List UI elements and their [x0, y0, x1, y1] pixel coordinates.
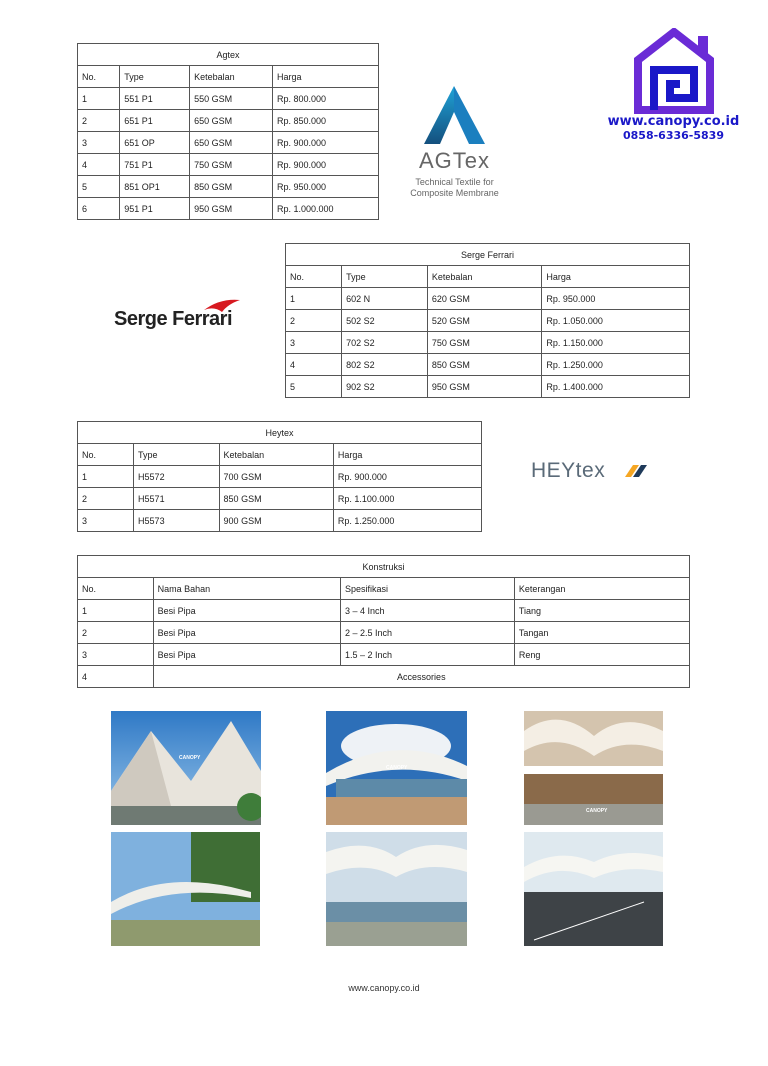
- table-cell: Besi Pipa: [153, 622, 340, 644]
- column-header: Type: [134, 444, 220, 466]
- agtex-logo: [392, 82, 517, 202]
- table-cell: 850 GSM: [427, 354, 542, 376]
- column-header: Ketebalan: [219, 444, 333, 466]
- table-cell: 750 GSM: [427, 332, 542, 354]
- table-cell: 1: [78, 466, 134, 488]
- agtex-triangle-icon: [392, 82, 517, 150]
- table-cell: 802 S2: [342, 354, 428, 376]
- table-cell: 2 – 2.5 Inch: [340, 622, 514, 644]
- table-cell: Besi Pipa: [153, 644, 340, 666]
- table-cell: 651 OP: [120, 132, 190, 154]
- table-cell: 3: [78, 644, 154, 666]
- column-header: No.: [286, 266, 342, 288]
- table-cell: Tangan: [514, 622, 689, 644]
- table-cell: 951 P1: [120, 198, 190, 220]
- agtex-logo-tagline-1: Technical Textile for: [415, 177, 494, 187]
- column-header: Type: [342, 266, 428, 288]
- brand-website[interactable]: www.canopy.co.id: [607, 114, 740, 129]
- agtex-logo-name: AGTex: [418, 148, 491, 173]
- column-header: No.: [78, 578, 154, 600]
- table-cell: 751 P1: [120, 154, 190, 176]
- table-row: [78, 466, 482, 488]
- table-cell: Rp. 900.000: [272, 154, 378, 176]
- table-header-row: [78, 66, 379, 88]
- table-title: Serge Ferrari: [286, 244, 690, 266]
- column-header: Harga: [542, 266, 690, 288]
- serge-ferrari-logo: [112, 296, 242, 336]
- column-header: No.: [78, 444, 134, 466]
- table-header-row: [78, 444, 482, 466]
- table-row: [78, 154, 379, 176]
- table-cell: Tiang: [514, 600, 689, 622]
- table-cell: 1: [78, 600, 154, 622]
- table-cell: 900 GSM: [219, 510, 333, 532]
- konstruksi-table: [77, 555, 690, 688]
- table-row: [78, 600, 690, 622]
- table-cell: Rp. 850.000: [272, 110, 378, 132]
- table-cell: 6: [78, 198, 120, 220]
- serge-logo-name: Serge Ferrari: [114, 308, 233, 330]
- table-cell: 850 GSM: [190, 176, 273, 198]
- table-cell: Rp. 800.000: [272, 88, 378, 110]
- table-cell: H5572: [134, 466, 220, 488]
- table-cell: 2: [286, 310, 342, 332]
- table-row: [286, 332, 690, 354]
- table-cell: 4: [78, 666, 154, 688]
- heytex-stripes-icon: [619, 461, 649, 481]
- column-header: Spesifikasi: [340, 578, 514, 600]
- table-cell: 700 GSM: [219, 466, 333, 488]
- column-header: Type: [120, 66, 190, 88]
- canopy-photo-3: [524, 711, 663, 825]
- table-cell: 550 GSM: [190, 88, 273, 110]
- canopy-photo-6: [524, 832, 663, 946]
- canopy-photo-5: [326, 832, 467, 946]
- table-cell: 502 S2: [342, 310, 428, 332]
- table-cell: 650 GSM: [190, 110, 273, 132]
- table-cell: Rp. 1.250.000: [333, 510, 481, 532]
- table-row: [78, 488, 482, 510]
- table-cell: 5: [286, 376, 342, 398]
- table-cell: 850 GSM: [219, 488, 333, 510]
- watermark: CANOPY: [179, 755, 201, 761]
- table-row: [78, 666, 690, 688]
- canopy-logo: [606, 28, 741, 146]
- watermark: CANOPY: [386, 765, 408, 771]
- table-cell: 2: [78, 488, 134, 510]
- heytex-price-table: [77, 421, 482, 532]
- table-cell: 750 GSM: [190, 154, 273, 176]
- table-cell: Rp. 1.400.000: [542, 376, 690, 398]
- table-header-row: [286, 266, 690, 288]
- heytex-logo-name: HEYtex: [531, 459, 606, 482]
- brand-phone: 0858-6336-5839: [623, 129, 724, 142]
- table-row: [78, 132, 379, 154]
- heytex-logo: [531, 459, 651, 487]
- table-cell: 1: [286, 288, 342, 310]
- table-cell: Rp. 900.000: [272, 132, 378, 154]
- table-cell: 4: [78, 154, 120, 176]
- table-cell: Reng: [514, 644, 689, 666]
- column-header: Ketebalan: [427, 266, 542, 288]
- table-row: [78, 510, 482, 532]
- table-cell: Besi Pipa: [153, 600, 340, 622]
- table-cell: 950 GSM: [427, 376, 542, 398]
- watermark: CANOPY: [586, 808, 608, 814]
- table-cell: 520 GSM: [427, 310, 542, 332]
- table-row: [286, 310, 690, 332]
- table-cell: 3: [78, 132, 120, 154]
- table-row: [286, 354, 690, 376]
- table-cell: Rp. 950.000: [542, 288, 690, 310]
- table-cell-accessories: Accessories: [153, 666, 689, 688]
- table-cell: H5571: [134, 488, 220, 510]
- table-row: [78, 176, 379, 198]
- table-row: [78, 644, 690, 666]
- table-cell: 650 GSM: [190, 132, 273, 154]
- footer-website[interactable]: www.canopy.co.id: [348, 983, 420, 993]
- table-row: [286, 376, 690, 398]
- table-row: [78, 110, 379, 132]
- table-cell: Rp. 1.100.000: [333, 488, 481, 510]
- column-header: No.: [78, 66, 120, 88]
- table-row: [78, 88, 379, 110]
- table-cell: Rp. 1.250.000: [542, 354, 690, 376]
- table-header-row: [78, 578, 690, 600]
- table-cell: 1: [78, 88, 120, 110]
- table-cell: 3: [286, 332, 342, 354]
- canopy-photo-2: [326, 711, 467, 825]
- table-title: Heytex: [78, 422, 482, 444]
- column-header: Harga: [333, 444, 481, 466]
- table-cell: 602 N: [342, 288, 428, 310]
- table-title: Konstruksi: [78, 556, 690, 578]
- table-cell: 902 S2: [342, 376, 428, 398]
- agtex-logo-tagline-2: Composite Membrane: [410, 188, 499, 198]
- column-header: Harga: [272, 66, 378, 88]
- table-cell: 1.5 – 2 Inch: [340, 644, 514, 666]
- table-cell: Rp. 1.150.000: [542, 332, 690, 354]
- table-cell: 651 P1: [120, 110, 190, 132]
- canopy-photo-1: [111, 711, 261, 825]
- table-cell: Rp. 1.050.000: [542, 310, 690, 332]
- table-title: Agtex: [78, 44, 379, 66]
- table-cell: 702 S2: [342, 332, 428, 354]
- table-cell: 5: [78, 176, 120, 198]
- table-cell: 4: [286, 354, 342, 376]
- table-row: [286, 288, 690, 310]
- table-cell: 620 GSM: [427, 288, 542, 310]
- serge-ferrari-price-table: [285, 243, 690, 398]
- table-cell: 551 P1: [120, 88, 190, 110]
- table-cell: 2: [78, 110, 120, 132]
- table-cell: H5573: [134, 510, 220, 532]
- agtex-price-table: [77, 43, 379, 220]
- table-cell: 851 OP1: [120, 176, 190, 198]
- column-header: Ketebalan: [190, 66, 273, 88]
- table-row: [78, 198, 379, 220]
- column-header: Nama Bahan: [153, 578, 340, 600]
- table-cell: 950 GSM: [190, 198, 273, 220]
- table-cell: Rp. 1.000.000: [272, 198, 378, 220]
- table-cell: 3: [78, 510, 134, 532]
- table-cell: Rp. 950.000: [272, 176, 378, 198]
- house-icon: [606, 28, 741, 116]
- column-header: Keterangan: [514, 578, 689, 600]
- table-row: [78, 622, 690, 644]
- table-cell: 3 – 4 Inch: [340, 600, 514, 622]
- canopy-photo-4: [111, 832, 260, 946]
- table-cell: 2: [78, 622, 154, 644]
- table-cell: Rp. 900.000: [333, 466, 481, 488]
